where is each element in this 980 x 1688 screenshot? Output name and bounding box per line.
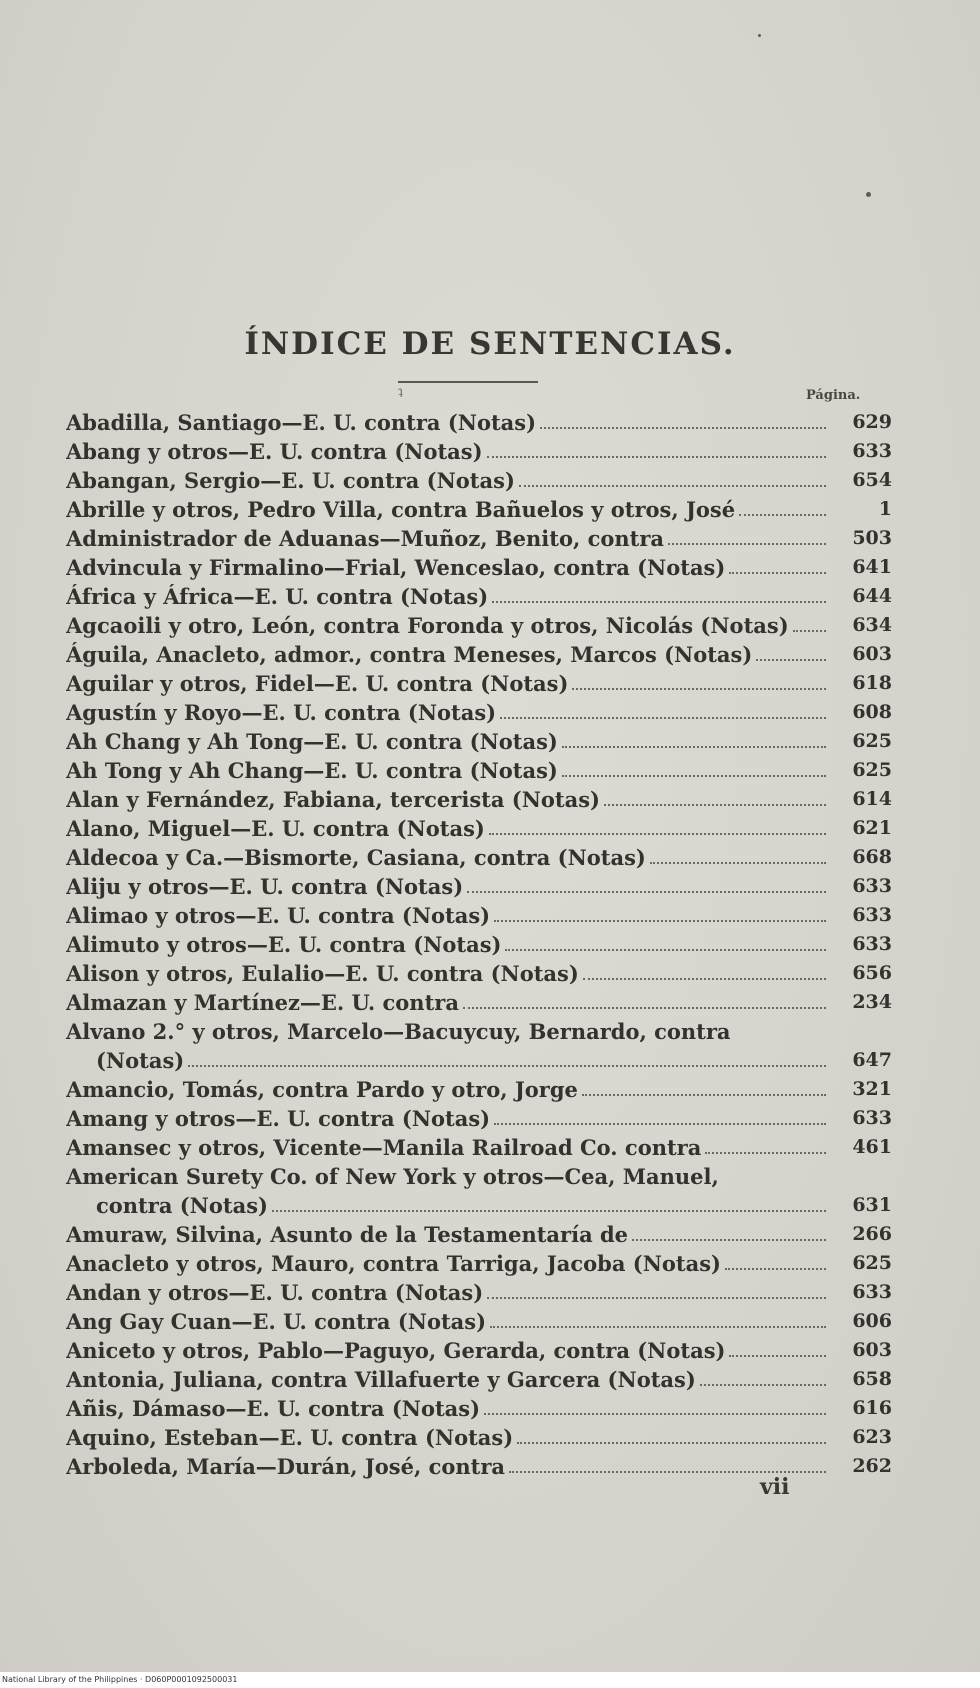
index-entry [66,1365,896,1394]
dot-leader [739,514,826,516]
archive-footer: National Library of the Philippines · D060P0001092500031 [0,1672,980,1688]
index-entry [66,814,896,843]
index-entry [66,611,896,640]
dot-leader [582,1094,826,1096]
entry-text: Amansec y otros, Vicente—Manila Railroad Co. contra [66,1135,702,1160]
dot-leader [492,601,826,603]
entry-text: Alison y otros, Eulalio—E. U. contra (Notas) [66,961,579,986]
rule-mark: ʇ [398,384,403,398]
index-entry [66,785,896,814]
entry-text: Amancio, Tomás, contra Pardo y otro, Jorge [66,1077,578,1102]
entry-text: Antonia, Juliana, contra Villafuerte y Garcera (Notas) [66,1367,696,1392]
entry-text: Águila, Anacleto, admor., contra Meneses, Marcos (Notas) [66,642,753,667]
index-entry [66,669,896,698]
index-entry [66,1423,896,1452]
entry-page-number: 614 [852,788,892,810]
dot-leader [756,659,826,661]
entry-text: Abadilla, Santiago—E. U. contra (Notas) [66,410,537,435]
index-entry [66,727,896,756]
entry-text-continuation: (Notas) [96,1048,185,1073]
dot-leader [540,427,826,429]
entry-text: Abrille y otros, Pedro Villa, contra Bañuelos y otros, José [66,497,736,522]
entry-page-number: 618 [852,672,892,694]
dot-leader [494,1123,826,1125]
dot-leader [489,833,826,835]
entry-text: Agustín y Royo—E. U. contra (Notas) [66,700,497,725]
index-entry [66,1104,896,1133]
entry-text: Aliju y otros—E. U. contra (Notas) [66,874,464,899]
entry-page-number: 647 [852,1049,892,1071]
dot-leader [729,1355,826,1357]
ink-speck [758,34,761,37]
page-folio: vii [760,1474,790,1500]
index-entry [66,1162,896,1220]
dot-leader [705,1152,826,1154]
dot-leader [519,485,826,487]
entry-page-number: 656 [852,962,892,984]
entry-page-number: 633 [852,904,892,926]
index-entry [66,872,896,901]
entry-text: Almazan y Martínez—E. U. contra [66,990,459,1015]
entry-text: Aquino, Esteban—E. U. contra (Notas) [66,1425,514,1450]
entry-page-number: 461 [852,1136,892,1158]
dot-leader [494,920,826,922]
page-title: ÍNDICE DE SENTENCIAS. [244,326,736,362]
dot-leader [463,1007,826,1009]
dot-leader [632,1239,826,1241]
entry-text: África y África—E. U. contra (Notas) [66,584,489,609]
entry-text: Aldecoa y Ca.—Bismorte, Casiana, contra (Notas) [66,845,646,870]
entry-text: Arboleda, María—Durán, José, contra [66,1454,506,1479]
entry-text: Andan y otros—E. U. contra (Notas) [66,1280,484,1305]
entry-text: Alvano 2.° y otros, Marcelo—Bacuycuy, Bernardo, contra [66,1019,731,1044]
entry-text: Alano, Miguel—E. U. contra (Notas) [66,816,485,841]
index-entry [66,524,896,553]
index-entry [66,553,896,582]
entry-text: Ah Tong y Ah Chang—E. U. contra (Notas) [66,758,558,783]
index-entry [66,756,896,785]
index-entry [66,466,896,495]
index-entry [66,1394,896,1423]
dot-leader [505,949,826,951]
entry-text: Abangan, Sergio—E. U. contra (Notas) [66,468,515,493]
entry-page-number: 644 [852,585,892,607]
entry-page-number: 631 [852,1194,892,1216]
entry-text: Amang y otros—E. U. contra (Notas) [66,1106,491,1131]
index-entry [66,1278,896,1307]
index-entry [66,1017,896,1075]
dot-leader [700,1384,826,1386]
index-entry [66,495,896,524]
entry-page-number: 633 [852,440,892,462]
dot-leader [668,543,826,545]
entry-text: American Surety Co. of New York y otros—Cea, Manuel, [66,1164,719,1189]
index-entries [66,408,896,1481]
entry-text: Ang Gay Cuan—E. U. contra (Notas) [66,1309,487,1334]
entry-page-number: 616 [852,1397,892,1419]
dot-leader [188,1065,826,1067]
entry-page-number: 625 [852,730,892,752]
index-entry [66,1307,896,1336]
entry-page-number: 668 [852,846,892,868]
dot-leader [583,978,826,980]
entry-text-continuation: contra (Notas) [96,1193,268,1218]
entry-page-number: 658 [852,1368,892,1390]
page-column-header: Página. [806,388,861,403]
entry-text: Agcaoili y otro, León, contra Foronda y otros, Nicolás (Notas) [66,613,789,638]
dot-leader [517,1442,826,1444]
dot-leader [650,862,826,864]
entry-page-number: 633 [852,1107,892,1129]
entry-page-number: 606 [852,1310,892,1332]
index-entry [66,901,896,930]
entry-page-number: 234 [852,991,892,1013]
entry-text: Amuraw, Silvina, Asunto de la Testamentaría de [66,1222,629,1247]
entry-page-number: 623 [852,1426,892,1448]
index-entry [66,698,896,727]
entry-page-number: 503 [852,527,892,549]
entry-page-number: 633 [852,933,892,955]
entry-page-number: 1 [878,498,892,520]
entry-page-number: 321 [852,1078,892,1100]
entry-text: Aguilar y otros, Fidel—E. U. contra (Notas) [66,671,569,696]
index-entry [66,930,896,959]
index-entry [66,843,896,872]
entry-text: Advincula y Firmalino—Frial, Wenceslao, contra (Notas) [66,555,726,580]
entry-page-number: 603 [852,643,892,665]
entry-text: Alimao y otros—E. U. contra (Notas) [66,903,491,928]
dot-leader [490,1326,826,1328]
dot-leader [484,1413,826,1415]
dot-leader [509,1471,826,1473]
index-entry [66,1336,896,1365]
index-entry [66,408,896,437]
dot-leader [725,1268,826,1270]
entry-page-number: 634 [852,614,892,636]
entry-text: Alan y Fernández, Fabiana, tercerista (Notas) [66,787,600,812]
entry-text: Añis, Dámaso—E. U. contra (Notas) [66,1396,481,1421]
entry-text: Ah Chang y Ah Tong—E. U. contra (Notas) [66,729,558,754]
entry-text: Aniceto y otros, Pablo—Paguyo, Gerarda, contra (Notas) [66,1338,726,1363]
entry-page-number: 603 [852,1339,892,1361]
entry-text: Abang y otros—E. U. contra (Notas) [66,439,483,464]
entry-page-number: 262 [852,1455,892,1477]
entry-text: Anacleto y otros, Mauro, contra Tarriga, Jacoba (Notas) [66,1251,721,1276]
entry-page-number: 633 [852,875,892,897]
title-rule [398,381,538,383]
dot-leader [562,775,826,777]
index-entry [66,1075,896,1104]
index-entry [66,988,896,1017]
dot-leader [729,572,826,574]
index-entry [66,1220,896,1249]
entry-page-number: 621 [852,817,892,839]
dot-leader [487,1297,826,1299]
ink-speck [866,192,871,197]
entry-page-number: 629 [852,411,892,433]
entry-page-number: 625 [852,1252,892,1274]
dot-leader [572,688,826,690]
index-entry [66,1133,896,1162]
dot-leader [500,717,826,719]
index-entry [66,1249,896,1278]
index-entry [66,640,896,669]
entry-text: Administrador de Aduanas—Muñoz, Benito, contra [66,526,665,551]
entry-page-number: 608 [852,701,892,723]
entry-page-number: 633 [852,1281,892,1303]
index-entry [66,437,896,466]
entry-page-number: 654 [852,469,892,491]
entry-page-number: 625 [852,759,892,781]
dot-leader [467,891,826,893]
dot-leader [487,456,826,458]
index-entry [66,582,896,611]
dot-leader [562,746,826,748]
entry-text: Alimuto y otros—E. U. contra (Notas) [66,932,502,957]
dot-leader [604,804,826,806]
dot-leader [272,1210,826,1212]
index-entry [66,959,896,988]
entry-page-number: 641 [852,556,892,578]
entry-page-number: 266 [852,1223,892,1245]
dot-leader [793,630,826,632]
